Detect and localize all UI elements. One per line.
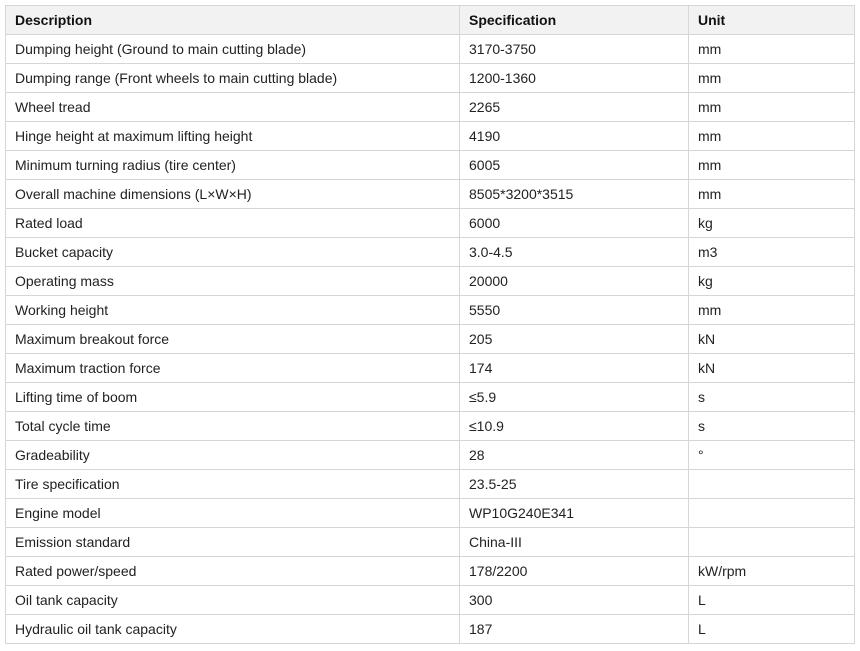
- table-row: [6, 122, 855, 151]
- cell-specification: 205: [460, 325, 689, 354]
- cell-unit: kg: [689, 209, 855, 238]
- cell-specification: 3.0-4.5: [460, 238, 689, 267]
- cell-specification: 6000: [460, 209, 689, 238]
- cell-specification: 28: [460, 441, 689, 470]
- table-body: [6, 35, 855, 644]
- table-row: [6, 151, 855, 180]
- cell-description: Oil tank capacity: [6, 586, 460, 615]
- cell-description: Working height: [6, 296, 460, 325]
- cell-description: Total cycle time: [6, 412, 460, 441]
- header-row: [6, 6, 855, 35]
- cell-specification: 8505*3200*3515: [460, 180, 689, 209]
- table-row: [6, 209, 855, 238]
- cell-specification: 4190: [460, 122, 689, 151]
- table-row: [6, 93, 855, 122]
- cell-description: Lifting time of boom: [6, 383, 460, 412]
- cell-description: Minimum turning radius (tire center): [6, 151, 460, 180]
- cell-unit: mm: [689, 64, 855, 93]
- cell-description: Dumping range (Front wheels to main cutting blade): [6, 64, 460, 93]
- cell-specification: 178/2200: [460, 557, 689, 586]
- cell-unit: mm: [689, 122, 855, 151]
- cell-specification: 6005: [460, 151, 689, 180]
- cell-unit: mm: [689, 180, 855, 209]
- cell-description: Tire specification: [6, 470, 460, 499]
- cell-unit: [689, 499, 855, 528]
- cell-specification: 1200-1360: [460, 64, 689, 93]
- cell-specification: ≤10.9: [460, 412, 689, 441]
- cell-unit: mm: [689, 93, 855, 122]
- cell-specification: 20000: [460, 267, 689, 296]
- spec-table-container: [5, 5, 855, 644]
- cell-specification: 5550: [460, 296, 689, 325]
- table-row: [6, 528, 855, 557]
- table-row: [6, 412, 855, 441]
- table-row: [6, 64, 855, 93]
- cell-unit: kN: [689, 354, 855, 383]
- cell-description: Hinge height at maximum lifting height: [6, 122, 460, 151]
- table-row: [6, 557, 855, 586]
- cell-unit: [689, 528, 855, 557]
- cell-description: Gradeability: [6, 441, 460, 470]
- cell-specification: China-III: [460, 528, 689, 557]
- cell-unit: kg: [689, 267, 855, 296]
- table-header: [6, 6, 855, 35]
- cell-unit: mm: [689, 151, 855, 180]
- table-row: [6, 354, 855, 383]
- cell-description: Overall machine dimensions (L×W×H): [6, 180, 460, 209]
- table-row: [6, 267, 855, 296]
- table-row: [6, 238, 855, 267]
- table-row: [6, 586, 855, 615]
- cell-unit: kW/rpm: [689, 557, 855, 586]
- cell-unit: m3: [689, 238, 855, 267]
- table-row: [6, 615, 855, 644]
- cell-description: Operating mass: [6, 267, 460, 296]
- table-row: [6, 470, 855, 499]
- header-specification: Specification: [460, 6, 689, 35]
- specification-table: [5, 5, 855, 644]
- cell-specification: 187: [460, 615, 689, 644]
- cell-specification: WP10G240E341: [460, 499, 689, 528]
- cell-description: Bucket capacity: [6, 238, 460, 267]
- cell-specification: 2265: [460, 93, 689, 122]
- cell-description: Engine model: [6, 499, 460, 528]
- table-row: [6, 325, 855, 354]
- header-description: Description: [6, 6, 460, 35]
- table-row: [6, 296, 855, 325]
- cell-specification: 3170-3750: [460, 35, 689, 64]
- cell-description: Rated power/speed: [6, 557, 460, 586]
- table-row: [6, 441, 855, 470]
- cell-unit: s: [689, 412, 855, 441]
- cell-description: Emission standard: [6, 528, 460, 557]
- table-row: [6, 383, 855, 412]
- cell-unit: L: [689, 615, 855, 644]
- cell-description: Hydraulic oil tank capacity: [6, 615, 460, 644]
- cell-unit: mm: [689, 296, 855, 325]
- cell-unit: °: [689, 441, 855, 470]
- cell-unit: s: [689, 383, 855, 412]
- cell-unit: mm: [689, 35, 855, 64]
- cell-description: Dumping height (Ground to main cutting blade): [6, 35, 460, 64]
- cell-description: Maximum traction force: [6, 354, 460, 383]
- cell-unit: L: [689, 586, 855, 615]
- cell-unit: kN: [689, 325, 855, 354]
- table-row: [6, 180, 855, 209]
- cell-specification: 174: [460, 354, 689, 383]
- cell-description: Wheel tread: [6, 93, 460, 122]
- cell-description: Maximum breakout force: [6, 325, 460, 354]
- cell-specification: 23.5-25: [460, 470, 689, 499]
- cell-specification: 300: [460, 586, 689, 615]
- table-row: [6, 499, 855, 528]
- cell-specification: ≤5.9: [460, 383, 689, 412]
- table-row: [6, 35, 855, 64]
- cell-description: Rated load: [6, 209, 460, 238]
- cell-unit: [689, 470, 855, 499]
- header-unit: Unit: [689, 6, 855, 35]
